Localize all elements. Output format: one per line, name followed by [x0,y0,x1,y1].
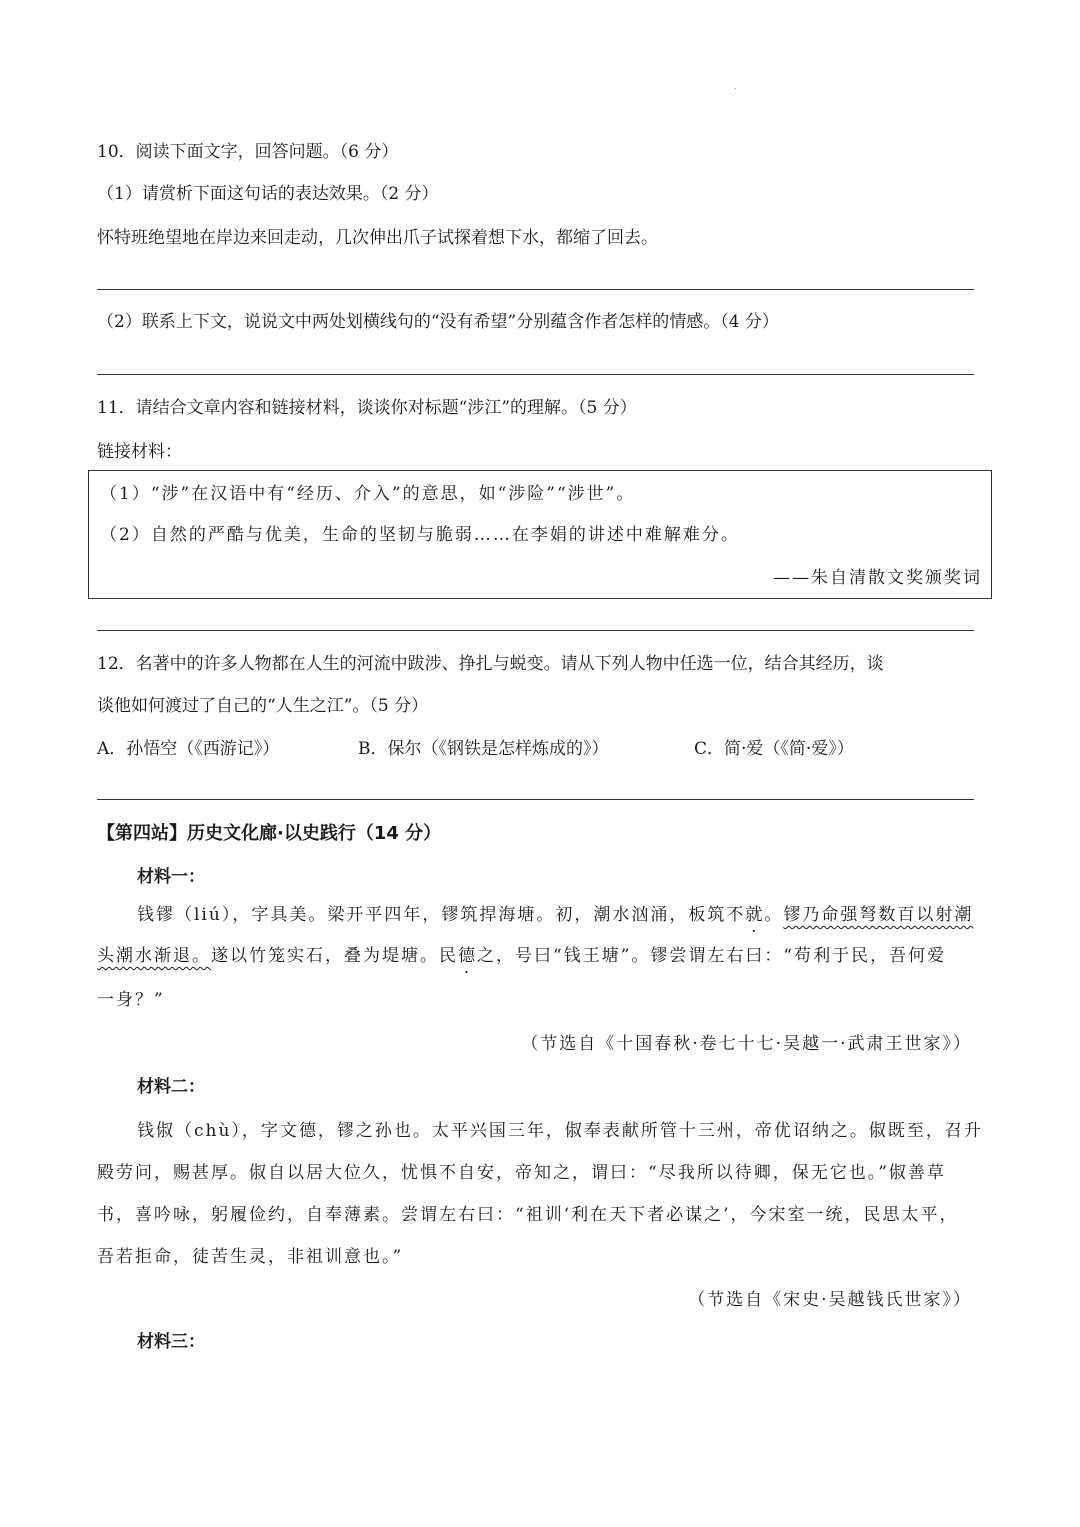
q10-sentence: 怀特班绝望地在岸边来回走动，几次伸出爪子试探着想下水，都缩了回去。 [97,228,658,248]
q11-link-label: 链接材料： [97,442,182,462]
material-1-line-2 [97,944,946,968]
m1-l2-underlined: 头潮水渐退。 [97,946,211,966]
material-2-line-2: 殿劳问，赐甚厚。俶自以居大位久，忧惧不自安，帝知之，谓曰：“尽我所以待卿，保无它也。”俶善草 [97,1163,946,1183]
m1-l2-text-b: 之，号曰“钱王塘”。镠尝谓左右曰：“苟利于民，吾何爱 [477,946,947,966]
m1-l2-text: 遂以竹笼实石，叠为堤塘。民 [211,946,458,966]
q11-item-1: （1）“涉”在汉语中有“经历、介入”的意思，如“涉险”“涉世”。 [100,484,636,504]
m1-l1-underlined: 镠乃命强弩数百以射潮 [783,905,974,925]
answer-line-1[interactable] [97,289,974,290]
q10-sub2: （2）联系上下文，说说文中两处划横线句的“没有希望”分别蕴含作者怎样的情感。（4 分） [97,312,779,332]
answer-line-3[interactable] [97,630,974,631]
material-1-line-3: 一身？” [97,990,165,1010]
material-1-line-1 [137,903,973,927]
q11-source: ——朱自清散文奖颁奖词 [773,568,982,588]
q12-line-2: 谈他如何渡过了自己的“人生之江”。（5 分） [97,696,429,716]
material-1-source: （节选自《十国春秋·卷七十七·吴越一·武肃王世家》） [521,1034,972,1054]
m1-l1-dotted: 就 [745,905,765,925]
section-heading: 【第四站】历史文化廊·以史践行（14 分） [97,823,442,844]
answer-line-2[interactable] [97,374,974,375]
q11-item-2: （2）自然的严酷与优美，生命的坚韧与脆弱……在李娟的讲述中难解难分。 [100,525,740,545]
material-2-source: （节选自《宋史·吴越钱氏世家》） [688,1290,972,1310]
q11-title: 11．请结合文章内容和链接材料，谈谈你对标题“涉江”的理解。（5 分） [97,398,637,418]
q12-option-c: C．简·爱（《简·爱》） [694,739,854,759]
material-2-line-1: 钱俶（chù），字文德，镠之孙也。太平兴国三年，俶奉表献所管十三州，帝优诏纳之。俶既至，召升 [137,1121,983,1141]
q10-title: 10．阅读下面文字，回答问题。（6 分） [97,142,399,162]
page-mark: · [734,84,738,95]
q12-line-1: 12．名著中的许多人物都在人生的河流中跋涉、挣扎与蜕变。请从下列人物中任选一位，结合其经历，谈 [97,654,884,674]
material-2-line-4: 吾若拒命，徒苦生灵，非祖训意也。” [97,1247,404,1267]
q12-option-a: A．孙悟空（《西游记》） [97,739,280,759]
material-1-label: 材料一： [137,867,205,887]
m1-l1-text-b: 。 [764,905,784,925]
material-2-line-3: 书，喜吟咏，躬履俭约，自奉薄素。尝谓左右曰：“祖训‘利在天下者必谋之’，今宋室一统，民思太平， [97,1205,959,1225]
m1-l2-dotted: 德 [458,946,477,966]
m1-l1-text: 钱镠（liú），字具美。梁开平四年，镠筑捍海塘。初，潮水汹涌，板筑不 [137,905,746,925]
answer-line-4[interactable] [97,799,974,800]
material-2-label: 材料二： [137,1077,205,1097]
material-3-label: 材料三： [137,1332,205,1352]
q12-option-b: B．保尔（《钢铁是怎样炼成的》） [358,739,609,759]
q10-sub1: （1）请赏析下面这句话的表达效果。（2 分） [97,184,439,204]
